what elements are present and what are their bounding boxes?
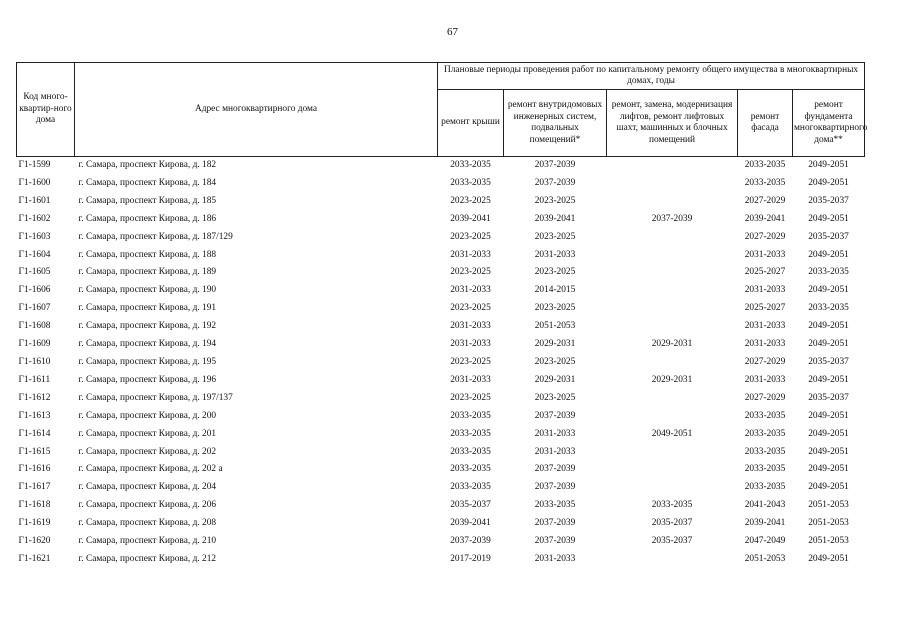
cell-engineering: 2031-2033: [534, 446, 576, 457]
cell-foundation: 2051-2053: [808, 500, 849, 511]
cell-roof: 2031-2033: [450, 339, 491, 350]
cell-code: Г1-1601: [18, 195, 51, 206]
cell-code: Г1-1609: [18, 339, 51, 350]
cell-code: Г1-1603: [18, 231, 51, 242]
cell-foundation: 2033-2035: [808, 303, 849, 314]
table-row: [17, 372, 865, 390]
cell-foundation: 2049-2051: [808, 339, 849, 350]
cell-lifts: [607, 229, 738, 247]
cell-facade: 2027-2029: [744, 356, 786, 367]
cell-address: г. Самара, проспект Кирова, д. 185: [78, 195, 217, 206]
header-engineering: ремонт внутридомовых инженерных систем, подвальных помещений*: [504, 90, 607, 157]
cell-address: г. Самара, проспект Кирова, д. 208: [78, 518, 217, 529]
cell-foundation: 2049-2051: [808, 428, 849, 439]
cell-roof: 2023-2025: [450, 356, 491, 367]
cell-address: г. Самара, проспект Кирова, д. 187/129: [78, 231, 233, 242]
table-body: [17, 157, 865, 569]
cell-facade: 2033-2035: [744, 428, 786, 439]
cell-code: Г1-1612: [18, 392, 51, 403]
cell-facade: 2027-2029: [744, 392, 786, 403]
cell-roof: 2033-2035: [450, 410, 491, 421]
cell-address: г. Самара, проспект Кирова, д. 200: [78, 410, 217, 421]
cell-roof: 2039-2041: [450, 213, 491, 224]
header-facade: ремонт фасада: [738, 90, 793, 157]
table-row: [17, 408, 865, 426]
cell-facade: 2039-2041: [744, 518, 786, 529]
table-row: [17, 336, 865, 354]
table-row: [17, 211, 865, 229]
table-row: [17, 426, 865, 444]
cell-address: г. Самара, проспект Кирова, д. 192: [78, 321, 217, 332]
cell-address: г. Самара, проспект Кирова, д. 202 а: [78, 464, 223, 475]
cell-address: г. Самара, проспект Кирова, д. 184: [78, 177, 217, 188]
cell-roof: 2033-2035: [450, 482, 491, 493]
cell-address: г. Самара, проспект Кирова, д. 186: [78, 213, 217, 224]
cell-lifts: [607, 175, 738, 193]
cell-lifts: [607, 264, 738, 282]
cell-foundation: 2049-2051: [808, 553, 849, 564]
cell-lifts: [607, 247, 738, 265]
cell-lifts: [607, 354, 738, 372]
cell-address: г. Самара, проспект Кирова, д. 190: [78, 285, 217, 296]
cell-address: г. Самара, проспект Кирова, д. 189: [78, 267, 217, 278]
table-row: [17, 264, 865, 282]
cell-facade: 2027-2029: [744, 195, 786, 206]
cell-foundation: 2035-2037: [808, 231, 849, 242]
cell-facade: 2031-2033: [744, 249, 786, 260]
table-row: [17, 175, 865, 193]
cell-roof: 2031-2033: [450, 285, 491, 296]
cell-facade: 2033-2035: [744, 177, 786, 188]
cell-lifts: [607, 461, 738, 479]
cell-address: г. Самара, проспект Кирова, д. 204: [78, 482, 217, 493]
table-row: [17, 551, 865, 569]
cell-lifts: 2035-2037: [651, 518, 693, 529]
table-row: [17, 515, 865, 533]
cell-roof: 2031-2033: [450, 321, 491, 332]
cell-roof: 2031-2033: [450, 249, 491, 260]
cell-engineering: 2039-2041: [534, 213, 576, 224]
cell-lifts: 2033-2035: [651, 500, 693, 511]
cell-address: г. Самара, проспект Кирова, д. 201: [78, 428, 217, 439]
cell-engineering: 2037-2039: [534, 464, 576, 475]
cell-foundation: 2049-2051: [808, 321, 849, 332]
cell-engineering: 2037-2039: [534, 536, 576, 547]
cell-facade: 2033-2035: [738, 157, 793, 175]
cell-roof: 2033-2035: [438, 157, 504, 175]
cell-facade: 2025-2027: [744, 303, 786, 314]
header-lifts: ремонт, замена, модернизация лифтов, ремонт лифтовых шахт, машинных и блочных помещений: [607, 90, 738, 157]
cell-address: г. Самара, проспект Кирова, д. 206: [78, 500, 217, 511]
cell-facade: 2041-2043: [744, 500, 786, 511]
cell-engineering: 2023-2025: [534, 392, 576, 403]
cell-facade: 2031-2033: [744, 321, 786, 332]
cell-address: г. Самара, проспект Кирова, д. 196: [78, 374, 217, 385]
cell-roof: 2033-2035: [450, 464, 491, 475]
cell-engineering: 2037-2039: [504, 157, 607, 175]
cell-roof: 2017-2019: [450, 553, 491, 564]
page-number: 67: [447, 26, 458, 38]
cell-lifts: [607, 408, 738, 426]
table-row: [17, 318, 865, 336]
cell-code: Г1-1604: [18, 249, 51, 260]
cell-foundation: 2049-2051: [808, 177, 849, 188]
cell-facade: 2027-2029: [744, 231, 786, 242]
table-row: [17, 300, 865, 318]
cell-roof: 2037-2039: [450, 536, 491, 547]
cell-code: Г1-1608: [18, 321, 51, 332]
cell-roof: 2031-2033: [450, 374, 491, 385]
table-row: [17, 157, 865, 175]
cell-facade: 2031-2033: [744, 374, 786, 385]
table-row: [17, 193, 865, 211]
cell-facade: 2033-2035: [744, 464, 786, 475]
table-row: [17, 354, 865, 372]
cell-roof: 2023-2025: [450, 392, 491, 403]
cell-roof: 2023-2025: [450, 303, 491, 314]
cell-code: Г1-1610: [18, 356, 51, 367]
cell-address: г. Самара, проспект Кирова, д. 202: [78, 446, 217, 457]
cell-code: Г1-1618: [18, 500, 51, 511]
cell-engineering: 2037-2039: [534, 410, 576, 421]
cell-code: Г1-1599: [17, 157, 75, 175]
cell-foundation: 2051-2053: [808, 536, 849, 547]
table-row: [17, 282, 865, 300]
cell-address: г. Самара, проспект Кирова, д. 210: [78, 536, 217, 547]
cell-code: Г1-1611: [18, 374, 51, 385]
cell-lifts: [607, 300, 738, 318]
cell-foundation: 2049-2051: [808, 464, 849, 475]
cell-roof: 2039-2041: [450, 518, 491, 529]
cell-roof: 2033-2035: [450, 446, 491, 457]
cell-lifts: 2029-2031: [651, 374, 693, 385]
cell-engineering: 2023-2025: [534, 303, 576, 314]
cell-code: Г1-1613: [18, 410, 51, 421]
cell-engineering: 2023-2025: [534, 195, 576, 206]
cell-code: Г1-1616: [18, 464, 51, 475]
cell-lifts: 2029-2031: [651, 339, 693, 350]
cell-address: г. Самара, проспект Кирова, д. 195: [78, 356, 217, 367]
cell-code: Г1-1617: [18, 482, 51, 493]
cell-foundation: 2049-2051: [808, 374, 849, 385]
cell-foundation: 2049-2051: [808, 249, 849, 260]
cell-address: г. Самара, проспект Кирова, д. 197/137: [78, 392, 233, 403]
cell-foundation: 2033-2035: [808, 267, 849, 278]
capital-repair-table: [16, 62, 868, 569]
cell-engineering: 2029-2031: [534, 374, 576, 385]
cell-address: г. Самара, проспект Кирова, д. 212: [78, 553, 217, 564]
header-code: Код много-квартир-ного дома: [17, 63, 75, 157]
cell-foundation: 2035-2037: [808, 392, 849, 403]
cell-code: Г1-1602: [18, 213, 51, 224]
cell-engineering: 2023-2025: [534, 267, 576, 278]
cell-roof: 2023-2025: [450, 267, 491, 278]
cell-facade: 2031-2033: [744, 339, 786, 350]
table-row: [17, 497, 865, 515]
cell-foundation: 2049-2051: [808, 285, 849, 296]
cell-lifts: 2037-2039: [651, 213, 693, 224]
cell-foundation: 2049-2051: [808, 410, 849, 421]
cell-roof: 2035-2037: [450, 500, 491, 511]
cell-code: Г1-1607: [18, 303, 51, 314]
cell-engineering: 2023-2025: [534, 231, 576, 242]
cell-engineering: 2033-2035: [534, 500, 576, 511]
cell-lifts: [607, 444, 738, 462]
cell-facade: 2047-2049: [744, 536, 786, 547]
cell-code: Г1-1619: [18, 518, 51, 529]
table-row: [17, 390, 865, 408]
cell-engineering: 2023-2025: [534, 356, 576, 367]
cell-roof: 2033-2035: [450, 428, 491, 439]
cell-facade: 2031-2033: [744, 285, 786, 296]
table-row: [17, 229, 865, 247]
cell-code: Г1-1615: [18, 446, 51, 457]
cell-engineering: 2037-2039: [534, 518, 576, 529]
cell-lifts: [607, 551, 738, 569]
cell-engineering: 2014-2015: [534, 285, 576, 296]
cell-roof: 2023-2025: [450, 195, 491, 206]
cell-engineering: 2037-2039: [534, 482, 576, 493]
cell-engineering: 2051-2053: [534, 321, 576, 332]
cell-facade: 2033-2035: [744, 446, 786, 457]
cell-lifts: [607, 157, 738, 175]
cell-foundation: 2051-2053: [808, 518, 849, 529]
table-row: [17, 461, 865, 479]
cell-code: Г1-1614: [18, 428, 51, 439]
cell-facade: 2033-2035: [744, 410, 786, 421]
cell-engineering: 2029-2031: [534, 339, 576, 350]
cell-code: Г1-1621: [18, 553, 51, 564]
cell-facade: 2039-2041: [744, 213, 786, 224]
cell-address: г. Самара, проспект Кирова, д. 182: [75, 157, 438, 175]
header-address: Адрес многоквартирного дома: [75, 63, 438, 157]
cell-foundation: 2035-2037: [808, 356, 849, 367]
cell-code: Г1-1600: [18, 177, 51, 188]
cell-code: Г1-1606: [18, 285, 51, 296]
cell-engineering: 2031-2033: [534, 249, 576, 260]
table-header: [17, 63, 868, 157]
cell-foundation: 2035-2037: [808, 195, 849, 206]
cell-lifts: 2035-2037: [651, 536, 693, 547]
header-foundation: ремонт фундамента многоквартирного дома**: [793, 90, 865, 157]
header-periods: Плановые периоды проведения работ по капитальному ремонту общего имущества в многоквартирных домах, годы: [438, 63, 865, 90]
cell-facade: 2025-2027: [744, 267, 786, 278]
cell-engineering: 2031-2033: [534, 553, 576, 564]
cell-foundation: 2049-2051: [808, 213, 849, 224]
cell-address: г. Самара, проспект Кирова, д. 194: [78, 339, 217, 350]
table-row: [17, 479, 865, 497]
table-row: [17, 247, 865, 265]
table-row: [17, 444, 865, 462]
cell-lifts: [607, 479, 738, 497]
cell-lifts: [607, 282, 738, 300]
header-roof: ремонт крыши: [438, 90, 504, 157]
cell-facade: 2033-2035: [744, 482, 786, 493]
cell-roof: 2023-2025: [450, 231, 491, 242]
cell-code: Г1-1620: [18, 536, 51, 547]
cell-foundation: 2049-2051: [793, 157, 865, 175]
cell-foundation: 2049-2051: [808, 482, 849, 493]
cell-address: г. Самара, проспект Кирова, д. 188: [78, 249, 217, 260]
cell-address: г. Самара, проспект Кирова, д. 191: [78, 303, 217, 314]
cell-foundation: 2049-2051: [808, 446, 849, 457]
cell-engineering: 2031-2033: [534, 428, 576, 439]
cell-code: Г1-1605: [18, 267, 51, 278]
cell-lifts: [607, 318, 738, 336]
cell-engineering: 2037-2039: [534, 177, 576, 188]
cell-lifts: 2049-2051: [651, 428, 693, 439]
cell-facade: 2051-2053: [744, 553, 786, 564]
cell-roof: 2033-2035: [450, 177, 491, 188]
table-row: [17, 533, 865, 551]
cell-lifts: [607, 390, 738, 408]
cell-lifts: [607, 193, 738, 211]
